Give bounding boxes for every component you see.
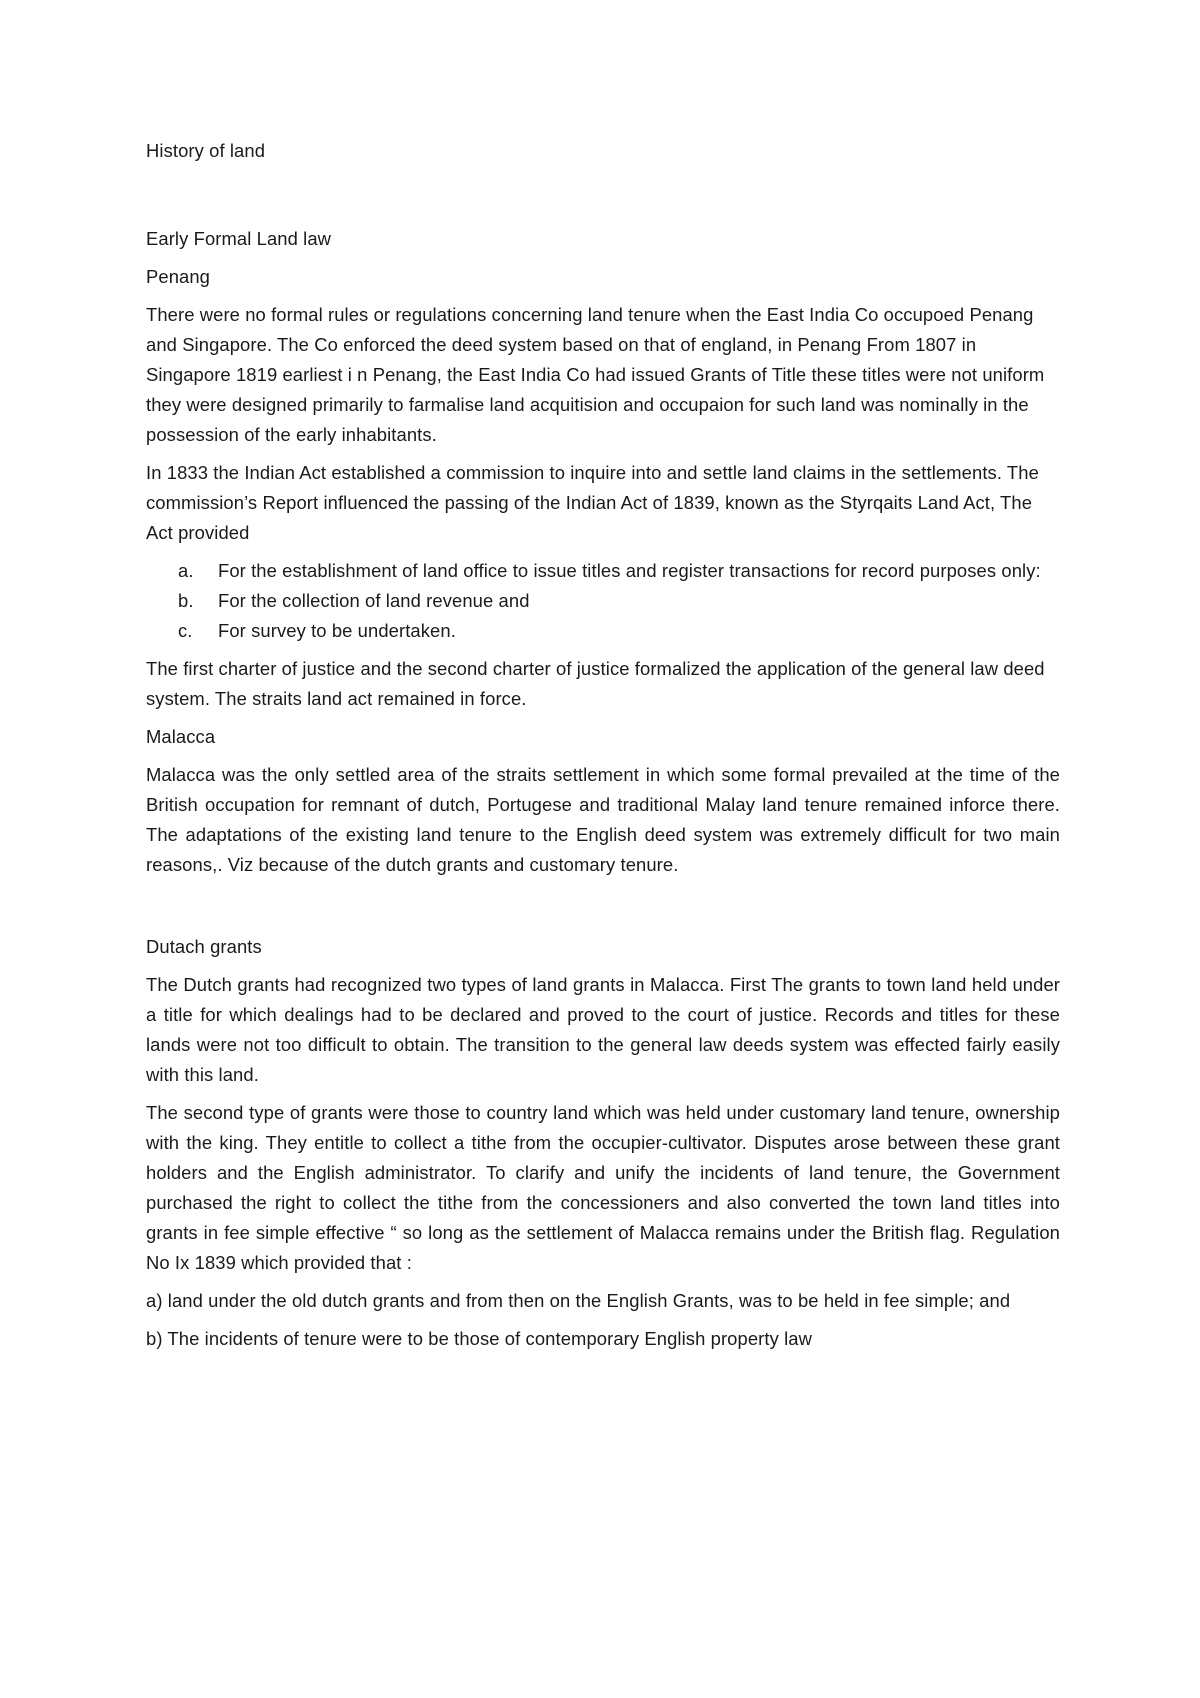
list-item [146, 616, 1060, 646]
point-b: b) The incidents of tenure were to be those of contemporary English property law [146, 1328, 812, 1349]
list-marker: a. [178, 560, 194, 581]
list-item-text: For the establishment of land office to issue titles and register transactions for record purposes only: [218, 560, 1041, 581]
paragraph-penang-1: There were no formal rules or regulations concerning land tenure when the East India Co occupoed Penang and Singapore. The Co enforced the deed system based on that of england, in Penang From 1807 in Singapore 1819 earliest i n Penang, the East India Co had issued Grants of Title these titles were not uniform they were designed primarily to farmalise land acquitision and occupaion for such land was nominally in the possession of the early inhabitants. [146, 304, 1045, 445]
list-marker: b. [178, 590, 194, 611]
heading-penang: Penang [146, 266, 211, 287]
list-item-text: For survey to be undertaken. [218, 620, 456, 641]
list-marker: c. [178, 620, 193, 641]
document-title: History of land [146, 140, 266, 161]
paragraph-malacca: Malacca was the only settled area of the straits settlement in which some formal prevailed at the time of the British occupation for remnant of dutch, Portugese and traditional Malay land tenure remained inforce there. The adaptations of the existing land tenure to the English deed system was extremely difficult for two main reasons,. Viz because of the dutch grants and customary tenure. [146, 764, 1060, 875]
heading-early-formal-land-law: Early Formal Land law [146, 228, 332, 249]
paragraph-penang-2: In 1833 the Indian Act established a commission to inquire into and settle land claims in the settlements. The commission’s Report influenced the passing of the Indian Act of 1839, known as the Styrqaits Land Act, The Act provided [146, 462, 1039, 543]
heading-malacca: Malacca [146, 726, 216, 747]
paragraph-penang-3: The first charter of justice and the second charter of justice formalized the application of the general law deed system. The straits land act remained in force. [146, 658, 1045, 709]
provisions-list [146, 556, 1060, 646]
heading-dutch-grants: Dutach grants [146, 936, 262, 957]
paragraph-dutch-2: The second type of grants were those to country land which was held under customary land tenure, ownership with the king. They entitle to collect a tithe from the occupier-cultivator. Disputes arose between these grant holders and the English administrator. To clarify and unify the incidents of land tenure, the Government purchased the right to collect the tithe from the concessioners and also converted the town land titles into grants in fee simple effective “ so long as the settlement of Malacca remains under the British flag. Regulation No Ix 1839 which provided that : [146, 1102, 1060, 1273]
list-item-text: For the collection of land revenue and [218, 590, 530, 611]
list-item [146, 556, 1060, 586]
document-body [146, 136, 1060, 1354]
list-item [146, 586, 1060, 616]
paragraph-dutch-1: The Dutch grants had recognized two types of land grants in Malacca. First The grants to town land held under a title for which dealings had to be declared and proved to the court of justice. Records and titles for these lands were not too difficult to obtain. The transition to the general law deeds system was effected fairly easily with this land. [146, 974, 1060, 1085]
point-a: a) land under the old dutch grants and from then on the English Grants, was to be held in fee simple; and [146, 1290, 1011, 1311]
